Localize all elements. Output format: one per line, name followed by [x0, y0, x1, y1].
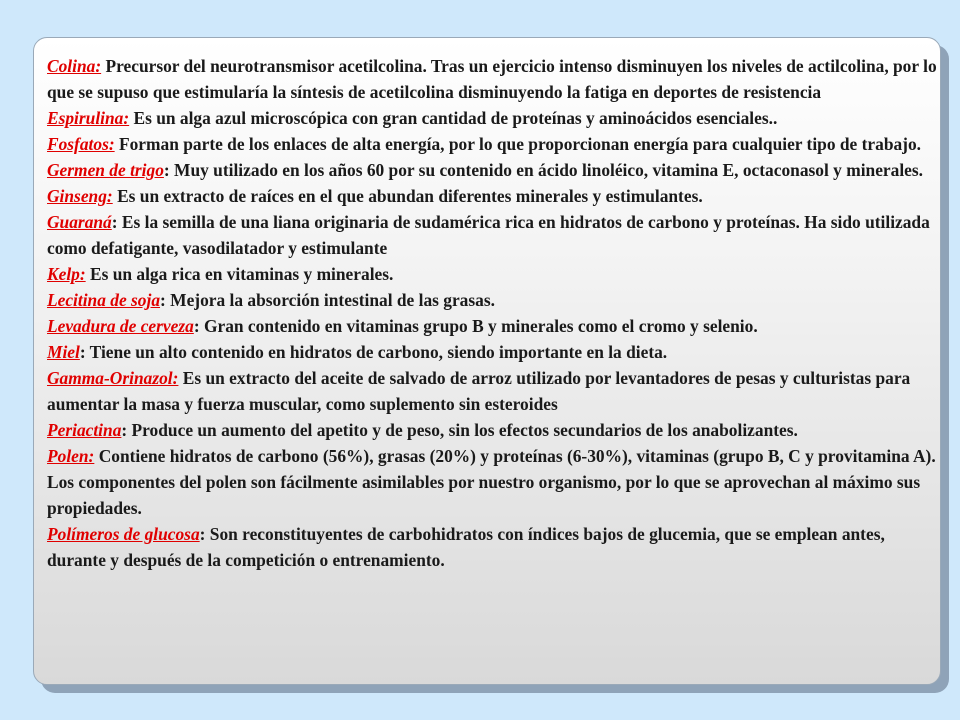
entry-miel	[47, 339, 947, 365]
term-levadura-de-cerveza[interactable]: Levadura de cerveza	[47, 316, 194, 336]
desc-fosfatos: Forman parte de los enlaces de alta energía, por lo que proporcionan energía para cualquier tipo de trabajo.	[114, 134, 922, 154]
entry-gamma-orinazol	[47, 365, 947, 417]
entry-fosfatos	[47, 131, 947, 157]
term-guarana[interactable]: Guaraná	[47, 212, 112, 232]
entry-germen-de-trigo	[47, 157, 947, 183]
term-miel[interactable]: Miel	[47, 342, 80, 362]
term-ginseng[interactable]: Ginseng:	[47, 186, 113, 206]
term-gamma-orinazol[interactable]: Gamma-Orinazol:	[47, 368, 179, 388]
term-kelp[interactable]: Kelp:	[47, 264, 86, 284]
term-espirulina[interactable]: Espirulina:	[47, 108, 130, 128]
entry-colina	[47, 53, 947, 105]
entry-guarana	[47, 209, 947, 261]
entry-levadura-de-cerveza	[47, 313, 947, 339]
desc-germen-de-trigo: : Muy utilizado en los años 60 por su contenido en ácido linoléico, vitamina E, octaconasol y minerales.	[163, 160, 923, 180]
entry-polen	[47, 443, 947, 521]
term-polen[interactable]: Polen:	[47, 446, 95, 466]
term-polimeros-de-glucosa[interactable]: Polímeros de glucosa	[47, 524, 200, 544]
term-fosfatos[interactable]: Fosfatos:	[47, 134, 115, 154]
term-germen-de-trigo[interactable]: Germen de trigo	[47, 160, 164, 180]
desc-kelp: Es un alga rica en vitaminas y minerales.	[85, 264, 394, 284]
desc-miel: : Tiene un alto contenido en hidratos de carbono, siendo importante en la dieta.	[79, 342, 668, 362]
entry-ginseng	[47, 183, 947, 209]
entry-polimeros-de-glucosa	[47, 521, 947, 573]
term-periactina[interactable]: Periactina	[47, 420, 122, 440]
supplement-list	[47, 53, 947, 573]
desc-polen: Contiene hidratos de carbono (56%), grasas (20%) y proteínas (6-30%), vitaminas (grupo B, C y provitamina A). Los componentes del polen son fácilmente asimilables por nuestro organismo, por lo que se aprovechan al máximo sus propiedades.	[47, 446, 936, 518]
desc-colina: Precursor del neurotransmisor acetilcolina. Tras un ejercicio intenso disminuyen los niveles de actilcolina, por lo que se supuso que estimularía la síntesis de acetilcolina disminuyendo la fatiga en deportes de resistencia	[47, 56, 937, 102]
desc-levadura-de-cerveza: : Gran contenido en vitaminas grupo B y minerales como el cromo y selenio.	[193, 316, 758, 336]
entry-lecitina-de-soja	[47, 287, 947, 313]
desc-periactina: : Produce un aumento del apetito y de peso, sin los efectos secundarios de los anabolizantes.	[121, 420, 798, 440]
desc-polimeros-de-glucosa: : Son reconstituyentes de carbohidratos con índices bajos de glucemia, que se emplean antes, durante y después de la competición o entrenamiento.	[47, 524, 885, 570]
entry-periactina	[47, 417, 947, 443]
desc-ginseng: Es un extracto de raíces en el que abundan diferentes minerales y estimulantes.	[112, 186, 703, 206]
entry-kelp	[47, 261, 947, 287]
term-lecitina-de-soja[interactable]: Lecitina de soja	[47, 290, 161, 310]
desc-gamma-orinazol: Es un extracto del aceite de salvado de arroz utilizado por levantadores de pesas y culturistas para aumentar la masa y fuerza muscular, como suplemento sin esteroides	[47, 368, 911, 414]
entry-espirulina	[47, 105, 947, 131]
desc-lecitina-de-soja: : Mejora la absorción intestinal de las grasas.	[160, 290, 495, 310]
desc-espirulina: Es un alga azul microscópica con gran cantidad de proteínas y aminoácidos esenciales..	[129, 108, 778, 128]
term-colina[interactable]: Colina:	[47, 56, 102, 76]
desc-guarana: : Es la semilla de una liana originaria de sudamérica rica en hidratos de carbono y proteínas. Ha sido utilizada como defatigante, vasodilatador y estimulante	[47, 212, 930, 258]
